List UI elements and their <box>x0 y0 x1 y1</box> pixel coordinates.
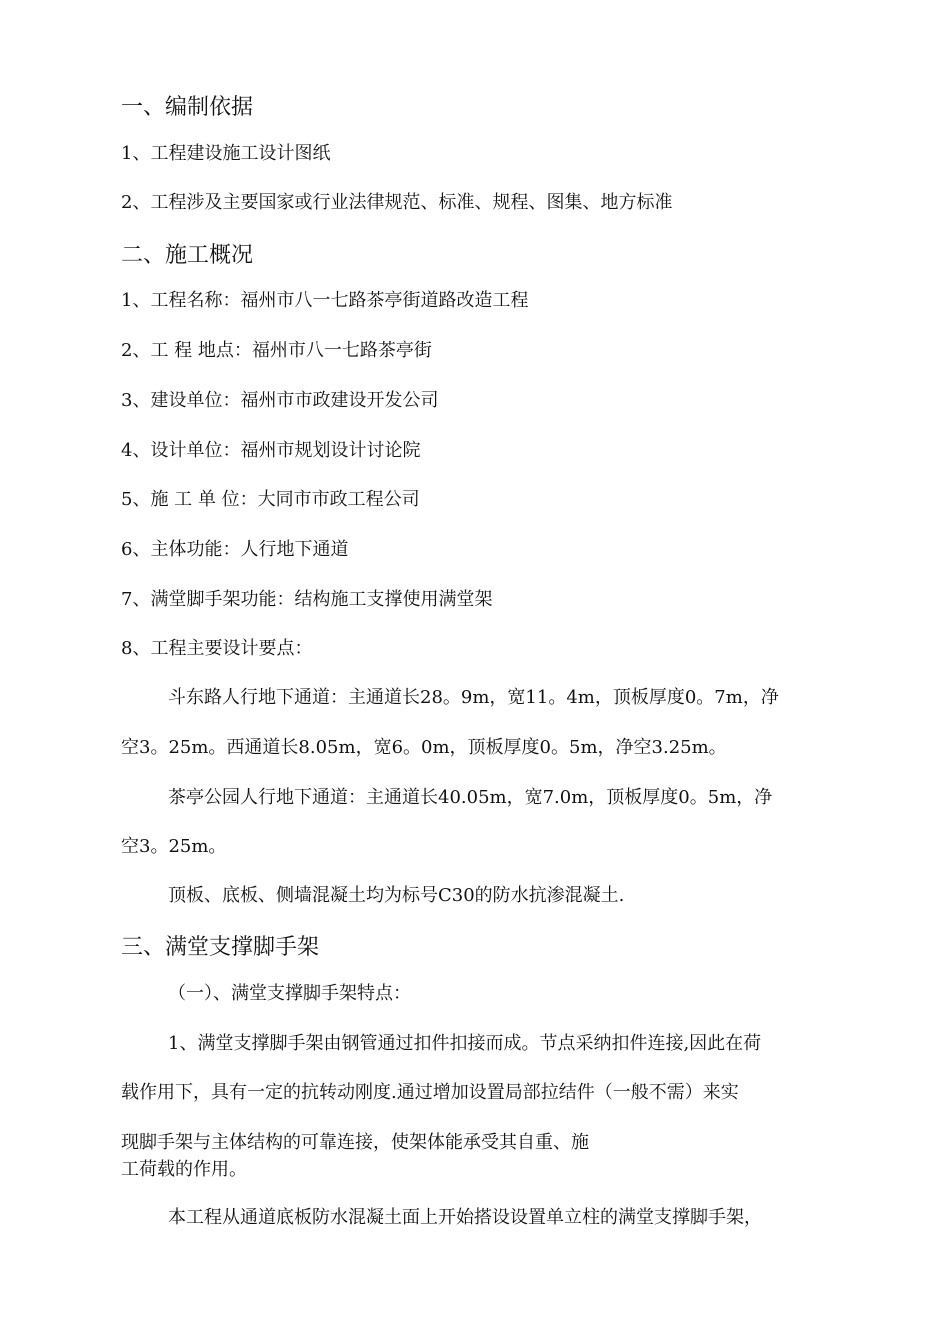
list-item: 1、工程建设施工设计图纸 <box>121 143 331 164</box>
section-heading-overview: 二、施工概况 <box>121 243 254 268</box>
paragraph-line: 1、满堂支撑脚手架由钢管通过扣件扣接而成。节点采纳扣件连接,因此在荷 <box>168 1033 762 1054</box>
paragraph-line: 空3。25m。西通道长8.05m，宽6。0m，顶板厚度0。5m，净空3.25m。 <box>121 737 727 758</box>
paragraph-line: 空3。25m。 <box>121 836 227 857</box>
subheading: （一）、满堂支撑脚手架特点： <box>168 983 411 1004</box>
paragraph-line: 现脚手架与主体结构的可靠连接，使架体能承受其自重、施 <box>121 1132 589 1153</box>
paragraph-line: 载作用下，具有一定的抗转动刚度.通过增加设置局部拉结件（一般不需）来实 <box>121 1082 739 1103</box>
list-item: 6、主体功能：人行地下通道 <box>121 539 349 560</box>
list-item: 5、施 工 单 位：大同市市政工程公司 <box>121 489 420 510</box>
list-item: 7、满堂脚手架功能：结构施工支撑使用满堂架 <box>121 589 493 610</box>
section-heading-basis: 一、编制依据 <box>121 95 254 120</box>
section-heading-scaffold: 三、满堂支撑脚手架 <box>121 935 320 960</box>
list-item: 3、建设单位：福州市市政建设开发公司 <box>121 390 439 411</box>
paragraph-line: 顶板、底板、侧墙混凝土均为标号C30的防水抗渗混凝土. <box>168 885 625 906</box>
paragraph-line: 工荷载的作用。 <box>121 1159 247 1180</box>
list-item: 4、设计单位：福州市规划设计讨论院 <box>121 440 421 461</box>
list-item: 2、工程涉及主要国家或行业法律规范、标准、规程、图集、地方标准 <box>121 192 673 213</box>
paragraph-line: 本工程从通道底板防水混凝土面上开始搭设设置单立柱的满堂支撑脚手架， <box>168 1207 762 1228</box>
paragraph-line: 斗东路人行地下通道：主通道长28。9m，宽11。4m，顶板厚度0。7m，净 <box>168 687 779 708</box>
list-item: 1、工程名称：福州市八一七路茶亭街道路改造工程 <box>121 290 529 311</box>
paragraph-line: 茶亭公园人行地下通道：主通道长40.05m，宽7.0m，顶板厚度0。5m，净 <box>168 787 773 808</box>
list-item: 8、工程主要设计要点： <box>121 638 313 659</box>
list-item: 2、工 程 地点：福州市八一七路茶亭街 <box>121 340 432 361</box>
